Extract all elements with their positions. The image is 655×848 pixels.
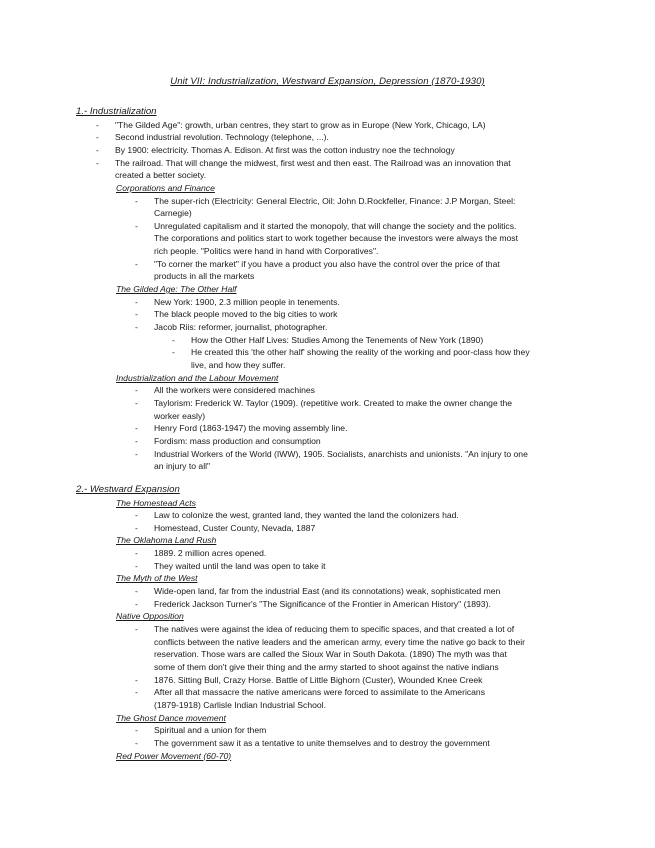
bullet-dash: -: [135, 548, 138, 559]
text-line: The super-rich (Electricity: General Electric, Oil: John D.Rockfeller, Finance: J.P Morgan, Steel:: [154, 195, 516, 206]
list-item-text: [154, 448, 528, 473]
bullet-dash: -: [96, 157, 99, 168]
list-item-text: [115, 131, 329, 144]
list-item-text: [154, 509, 459, 522]
text-line: Wide-open land, far from the industrial East (and its connotations) weak, sophisticated men: [154, 586, 501, 597]
bullet-dash: -: [135, 397, 138, 408]
text-line: Carnegie): [154, 208, 192, 219]
subsection-heading: The Myth of the West: [116, 573, 198, 584]
bullet-dash: -: [135, 423, 138, 434]
text-line: worker easly): [154, 410, 206, 421]
list-item-text: [154, 296, 340, 309]
list-item-text: [154, 547, 266, 560]
bullet-dash: -: [172, 347, 175, 358]
list-item-text: [115, 144, 455, 157]
bullet-dash: -: [135, 624, 138, 634]
text-line: 1876. Sitting Bull, Crazy Horse. Battle of Little Bighorn (Custer), Wounded Knee Creek: [154, 674, 483, 685]
bullet-dash: -: [135, 687, 138, 698]
text-line: The government saw it as a tentative to unite themselves and to destroy the government: [154, 737, 490, 748]
bullet-dash: -: [135, 220, 138, 231]
list-item-text: [154, 623, 525, 673]
text-line: 1889. 2 million acres opened.: [154, 548, 267, 559]
list-item-text: [154, 397, 512, 422]
text-line: Taylorism: Frederick W. Taylor (1909). (repetitive work. Created to make the owner change the: [154, 397, 513, 408]
text-line: The natives were against the idea of reducing them to specific spaces, and that created a lot of: [154, 624, 515, 634]
section-heading: 2.- Westward Expansion: [76, 483, 180, 495]
bullet-dash: -: [96, 144, 99, 155]
text-line: Fordism: mass production and consumption: [154, 435, 321, 446]
text-line: Law to colonize the west, granted land, they wanted the land the colonizers had.: [154, 510, 459, 521]
text-line: He created this 'the other half' showing the reality of the working and poor-class how they: [191, 347, 530, 358]
list-item-text: [154, 220, 518, 258]
list-item-text: [154, 422, 347, 435]
text-line: By 1900: electricity. Thomas A. Edison. At first was the cotton industry noe the technology: [115, 144, 455, 155]
bullet-dash: -: [135, 309, 138, 320]
text-line: Jacob Riis: reformer, journalist, photographer.: [154, 322, 328, 333]
bullet-dash: -: [135, 296, 138, 307]
text-line: (1879-1918) Carlisle Indian Industrial School.: [154, 699, 326, 710]
bullet-dash: -: [135, 385, 138, 396]
section-heading: 1.- Industrialization: [76, 106, 157, 117]
list-item-text: [154, 674, 482, 687]
text-line: reservation. Those wars are called the Sioux War in South Dakota. (1890) The myth was that: [154, 649, 507, 660]
list-item-text: [154, 598, 491, 611]
text-line: The railroad. That will change the midwest, first west and then east. The Railroad was an innovation that: [115, 157, 511, 168]
list-item-text: [154, 321, 327, 334]
subsection-heading: Industrialization and the Labour Movement: [116, 372, 279, 383]
list-item-text: [154, 560, 326, 573]
text-line: All the workers were considered machines: [154, 385, 315, 396]
text-line: "The Gilded Age": growth, urban centres, they start to grow as in Europe (New York, Chicago, LA): [115, 119, 486, 130]
subsection-heading: The Ghost Dance movement: [116, 712, 226, 723]
bullet-dash: -: [135, 725, 138, 736]
text-line: products in all the markets: [154, 271, 255, 282]
text-line: The black people moved to the big cities to work: [154, 309, 338, 320]
subsection-heading: The Gilded Age: The Other Half: [116, 284, 237, 295]
subsection-heading: The Oklahoma Land Rush: [116, 535, 217, 546]
list-item-text: [191, 334, 483, 347]
text-line: Spiritual and a union for them: [154, 725, 267, 736]
list-item-text: [154, 686, 485, 711]
bullet-dash: -: [135, 195, 138, 206]
text-line: created a better society.: [115, 170, 207, 181]
subsection-heading: Red Power Movement (60-70): [116, 750, 232, 761]
list-item-text: [154, 737, 490, 750]
bullet-dash: -: [135, 510, 138, 521]
text-line: Industrial Workers of the World (IWW), 1905. Socialists, anarchists and unionists. "An injury to one: [154, 448, 528, 459]
text-line: live, and how they suffer.: [191, 359, 286, 370]
text-line: Henry Ford (1863-1947) the moving assembly line.: [154, 423, 348, 434]
bullet-dash: -: [135, 322, 138, 333]
text-line: New York: 1900, 2.3 million people in tenements.: [154, 296, 340, 307]
list-item-text: [154, 435, 321, 448]
bullet-dash: -: [135, 560, 138, 571]
bullet-dash: -: [135, 586, 138, 597]
subsection-heading: Corporations and Finance: [116, 182, 215, 193]
document-title: Unit VII: Industrialization, Westward Expansion, Depression (1870-1930): [170, 76, 485, 87]
text-line: some of them don't give their thing and the army started to shoot against the native indians: [154, 661, 499, 672]
bullet-dash: -: [135, 522, 138, 533]
text-line: Frederick Jackson Turner's "The Significance of the Frontier in American History" (1893).: [154, 598, 491, 609]
bullet-dash: -: [135, 737, 138, 748]
bullet-dash: -: [96, 119, 99, 130]
list-item-text: [154, 258, 500, 283]
text-line: Second industrial revolution. Technology (telephone, ...).: [115, 132, 329, 143]
list-item-text: [154, 195, 515, 220]
list-item-text: [115, 157, 511, 182]
text-line: After all that massacre the native americans were forced to assimilate to the Americans: [154, 687, 486, 698]
list-item-text: [154, 724, 266, 737]
bullet-dash: -: [96, 132, 99, 143]
list-item-text: [154, 522, 315, 535]
text-line: They waited until the land was open to take it: [154, 560, 326, 571]
bullet-dash: -: [135, 258, 138, 269]
text-line: Homestead, Custer County, Nevada, 1887: [154, 522, 316, 533]
text-line: Unregulated capitalism and it started the monopoly, that will change the society and the politics.: [154, 220, 517, 231]
list-item-text: [154, 384, 315, 397]
list-item-text: [154, 585, 500, 598]
list-item-text: [191, 346, 530, 371]
list-item-text: [154, 308, 337, 321]
text-line: an injury to all": [154, 461, 211, 472]
bullet-dash: -: [135, 448, 138, 459]
text-line: conflicts between the native leaders and the american army, every time the native go back to their: [154, 636, 525, 647]
bullet-dash: -: [135, 598, 138, 609]
text-line: The corporations and politics start to work together because the investors were always the most: [154, 233, 518, 244]
text-line: "To corner the market" if you have a product you also have the control over the price of that: [154, 258, 500, 269]
bullet-dash: -: [172, 334, 175, 345]
list-item-text: [115, 119, 486, 132]
subsection-heading: Native Opposition: [116, 611, 184, 622]
text-line: How the Other Half Lives: Studies Among the Tenements of New York (1890): [191, 334, 484, 345]
text-line: rich people. "Politics were hand in hand with Corporatives".: [154, 246, 379, 257]
bullet-dash: -: [135, 435, 138, 446]
bullet-dash: -: [135, 674, 138, 685]
subsection-heading: The Homestead Acts: [116, 497, 196, 508]
